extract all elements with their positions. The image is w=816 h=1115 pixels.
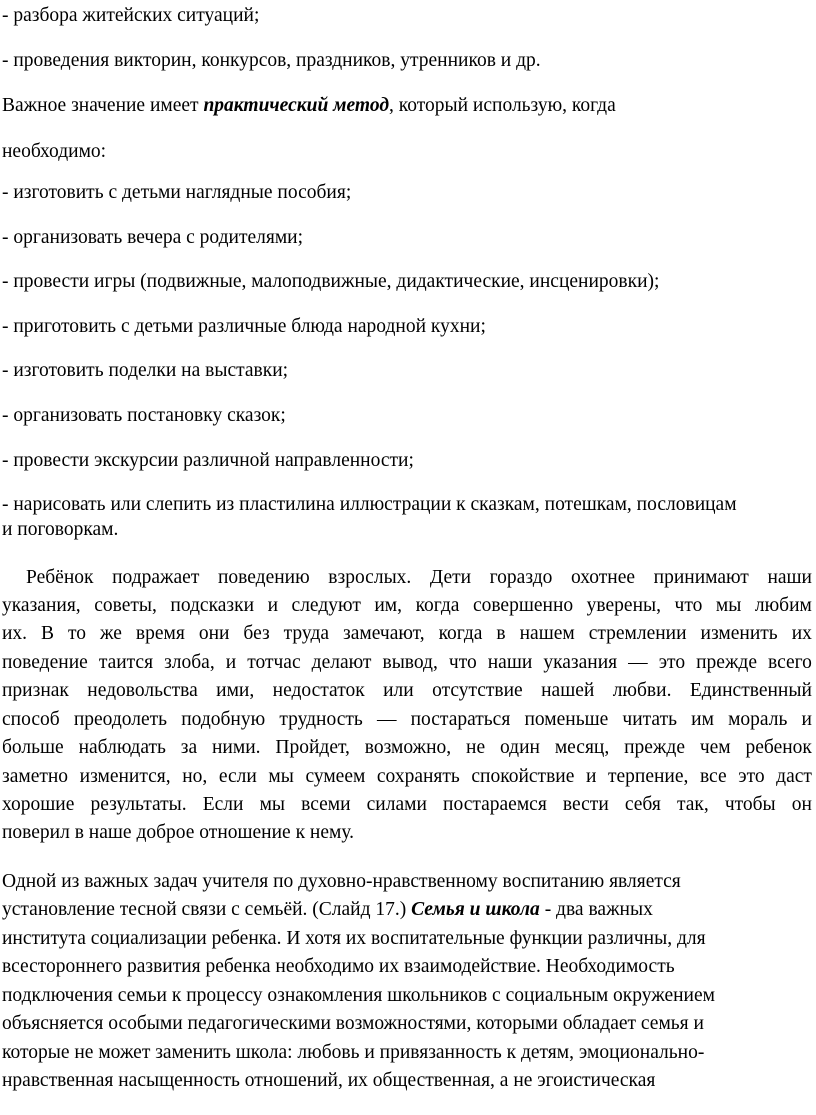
word: и — [225, 652, 237, 673]
paragraph-line — [2, 594, 812, 618]
word: — — [376, 709, 397, 730]
word: сумеем — [305, 766, 366, 787]
word: если — [218, 766, 257, 787]
word: за — [180, 737, 198, 758]
word: Единственный — [689, 680, 812, 701]
word: злоба, — [164, 652, 215, 673]
word: прежде — [696, 652, 757, 673]
word: прежде — [624, 737, 685, 758]
paragraph-line: Одной из важных задач учителя по духовно-нравственному воспитанию является — [2, 871, 681, 892]
word: они — [198, 623, 230, 644]
word: делают — [311, 652, 372, 673]
paragraph-line: поверил в наше доброе отношение к нему. — [2, 822, 355, 843]
word: Если — [202, 794, 244, 815]
word: вести — [562, 794, 609, 815]
practical-method-line-2: необходимо: — [2, 141, 107, 162]
word: больше — [2, 737, 64, 758]
word: наши — [767, 567, 812, 588]
word: или — [383, 680, 414, 701]
word: когда — [415, 595, 460, 616]
word: труда — [283, 623, 330, 644]
paragraph-line: института социализации ребенка. И хотя их воспитательные функции различны, для — [2, 928, 706, 949]
word: без — [243, 623, 270, 644]
word: принимают — [653, 567, 749, 588]
list-item: - организовать вечера с родителями; — [2, 227, 304, 248]
word: и — [585, 766, 597, 787]
word: чтобы — [724, 794, 776, 815]
word: уверены, — [586, 595, 661, 616]
word: поменьше — [524, 709, 609, 730]
word: постараться — [410, 709, 511, 730]
word: — — [628, 652, 648, 673]
word: он — [791, 794, 812, 815]
word: силами — [366, 794, 427, 815]
text-run: , который использую, когда — [389, 95, 616, 116]
paragraph-line — [2, 708, 812, 732]
list-item: - изготовить с детьми наглядные пособия; — [2, 182, 352, 203]
word: даст — [776, 766, 812, 787]
practical-method-emphasis: практический метод — [203, 95, 390, 116]
word: указания — [543, 652, 618, 673]
word: замечают, — [343, 623, 425, 644]
word: и — [801, 709, 812, 730]
list-item: - организовать постановку сказок; — [2, 405, 286, 426]
word: их — [791, 623, 812, 644]
paragraph-line — [2, 679, 812, 703]
word: постараемся — [443, 794, 547, 815]
word: наши — [487, 652, 533, 673]
word: когда — [438, 623, 483, 644]
paragraph-line: объясняется особыми педагогическими возможностями, которыми обладает семья и — [2, 1013, 704, 1034]
word: способ — [2, 709, 60, 730]
word: ними. — [211, 737, 261, 758]
word: месяц, — [554, 737, 610, 758]
word: Пройдет, — [275, 737, 350, 758]
word: же — [100, 623, 122, 644]
paragraph-line — [2, 651, 812, 675]
text-run: установление тесной связи с семьёй. (Слайд 17.) — [2, 899, 412, 920]
list-item-continuation: и поговоркам. — [2, 519, 119, 540]
word: это — [658, 652, 686, 673]
word: мы — [268, 766, 294, 787]
word: подсказки — [170, 595, 255, 616]
word: подражает — [112, 567, 200, 588]
word: любви. — [612, 680, 672, 701]
text-run: Важное значение имеет — [2, 95, 204, 116]
word: охотнее — [570, 567, 636, 588]
word: время — [135, 623, 185, 644]
word: результаты. — [90, 794, 187, 815]
word: мораль — [728, 709, 788, 730]
list-item: - разбора житейских ситуаций; — [2, 5, 260, 26]
word: наблюдать — [78, 737, 166, 758]
word: себя — [624, 794, 661, 815]
list-item: - провести игры (подвижные, малоподвижные, дидактические, инсценировки); — [2, 271, 660, 292]
word: возможно, — [364, 737, 452, 758]
word: стремлении — [588, 623, 687, 644]
paragraph-line — [2, 765, 812, 789]
word: подобную — [181, 709, 266, 730]
word: всего — [768, 652, 812, 673]
paragraph-line — [2, 736, 812, 760]
word: Ребёнок — [26, 567, 94, 588]
word: что — [448, 652, 477, 673]
word: преодолеть — [73, 709, 168, 730]
word: таится — [98, 652, 154, 673]
word: так, — [676, 794, 709, 815]
paragraph-line: всестороннего развития ребенка необходимо их взаимодействие. Необходимость — [2, 956, 675, 977]
practical-method-line — [2, 94, 616, 118]
word: изменить — [700, 623, 778, 644]
word: чем — [699, 737, 731, 758]
word: ими, — [216, 680, 255, 701]
paragraph-line: нравственная насыщенность отношений, их общественная, а не эгоистическая — [2, 1070, 656, 1091]
word: тотчас — [247, 652, 301, 673]
word: терпение, — [607, 766, 689, 787]
word: признак — [2, 680, 69, 701]
word: мы — [259, 794, 286, 815]
word: мы — [715, 595, 742, 616]
word: нашей — [541, 680, 595, 701]
word: взрослых. — [328, 567, 412, 588]
word: им — [691, 709, 714, 730]
word: но, — [182, 766, 208, 787]
word: и — [267, 595, 279, 616]
paragraph-line — [2, 898, 653, 922]
word: совершенно — [472, 595, 574, 616]
word: советы, — [94, 595, 157, 616]
list-item: - нарисовать или слепить из пластилина иллюстрации к сказкам, потешкам, пословицам — [2, 494, 737, 515]
text-run: - два важных — [539, 899, 653, 920]
word: следуют — [291, 595, 361, 616]
word: заметно — [2, 766, 69, 787]
word: любим — [754, 595, 812, 616]
word: не — [466, 737, 486, 758]
paragraph-line: которые не может заменить школа: любовь и привязанность к детям, эмоционально- — [2, 1042, 705, 1063]
family-school-emphasis: Семья и школа — [411, 899, 540, 920]
word: В — [41, 623, 55, 644]
word: нашем — [519, 623, 575, 644]
word: всеми — [301, 794, 351, 815]
word: все — [699, 766, 727, 787]
word: Дети — [429, 567, 472, 588]
word: поведение — [2, 652, 88, 673]
word: гораздо — [489, 567, 553, 588]
word: указания, — [2, 595, 81, 616]
paragraph-line — [2, 622, 812, 646]
word: недовольства — [87, 680, 198, 701]
word: в — [496, 623, 506, 644]
paragraph-line: подключения семьи к процессу ознакомления школьников с социальным окружением — [2, 985, 715, 1006]
word: трудность — [279, 709, 363, 730]
word: ребенок — [745, 737, 812, 758]
word: им, — [374, 595, 403, 616]
word: отсутствие — [432, 680, 523, 701]
word: недостаток — [272, 680, 365, 701]
word: сохранять — [376, 766, 460, 787]
list-item: - провести экскурсии различной направленности; — [2, 450, 414, 471]
paragraph-line — [26, 566, 812, 590]
list-item: - проведения викторин, конкурсов, праздников, утренников и др. — [2, 50, 541, 71]
word: спокойствие — [471, 766, 575, 787]
word: поведению — [217, 567, 310, 588]
word: это — [738, 766, 765, 787]
list-item: - приготовить с детьми различные блюда народной кухни; — [2, 316, 486, 337]
word: изменится, — [79, 766, 171, 787]
word: вывод, — [382, 652, 438, 673]
word: читать — [622, 709, 677, 730]
list-item: - изготовить поделки на выставки; — [2, 360, 289, 381]
word: хорошие — [2, 794, 75, 815]
word: их. — [2, 623, 28, 644]
paragraph-line — [2, 793, 812, 817]
word: что — [674, 595, 703, 616]
word: один — [499, 737, 540, 758]
word: то — [68, 623, 87, 644]
